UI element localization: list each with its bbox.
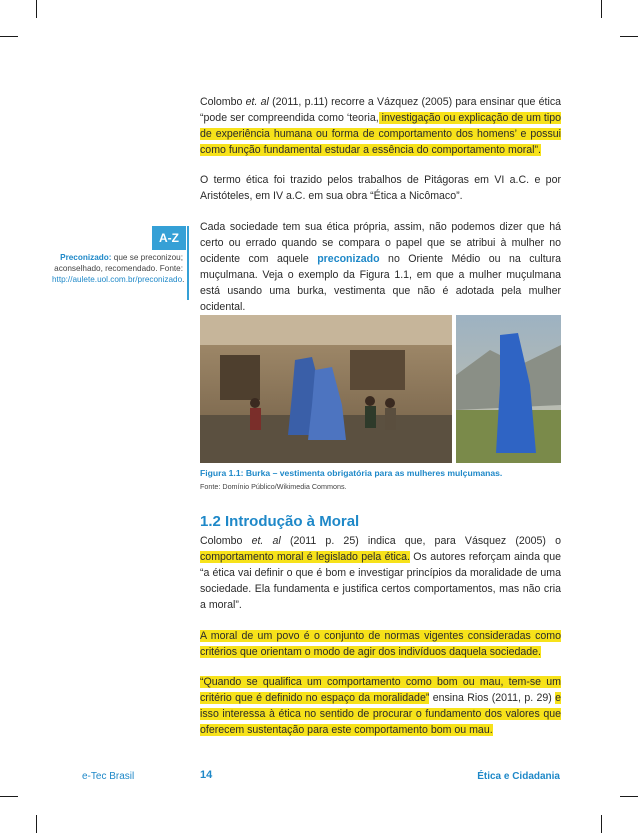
crop-mark xyxy=(36,0,37,18)
glossary-link[interactable]: http://aulete.uol.com.br/preconizado xyxy=(52,275,183,284)
paragraph-moral-intro: Colombo et. al (2011 p. 25) indica que, para Vásquez (2005) o comportamento moral é legislado pela ética. Os autores reforçam ainda que “a ética vai definir o que é bom e investigar princípios da moralidade de uma sociedade. Ela fundamenta e justifica certos comportamentos, mas não cria a moral”. xyxy=(200,535,562,611)
paragraph-society-ethics: Cada sociedade tem sua ética própria, assim, não podemos dizer que há certo ou errado quando se compara o papel que se atribui à mulher no ocidente com aquele preconizado no Oriente Médio ou na cultura muçulmana. Veja o exemplo da Figura 1.1, em que a mulher muçulmana está usando uma burka, vestimenta que não é adotada pela mulher ocidental. xyxy=(200,221,561,313)
figure-photo xyxy=(200,315,561,463)
glossary-divider xyxy=(187,226,189,300)
figure-source: Fonte: Domínio Público/Wikimedia Commons. xyxy=(200,482,347,491)
paragraph-ethics-definition: Colombo et. al (2011, p.11) recorre a Vázquez (2005) para ensinar que ética “pode ser compreendida como ‘teoria, investigação ou explicação de um tipo de experiência humana ou forma de comportamento dos homens’ e possui como função fundamental estudar a essência do comportamento moral”. xyxy=(200,96,562,156)
crop-mark xyxy=(0,796,18,797)
paragraph-moral-definition xyxy=(200,628,561,660)
highlight: “Quando se qualifica um comportamento como bom ou mau, tem-se um critério que é definido no espaço da moralidade” xyxy=(200,676,561,704)
highlight: A moral de um povo é o conjunto de normas vigentes consideradas como critérios que orientam o modo de agir dos indivíduos daquela sociedade. xyxy=(200,630,561,658)
crop-mark xyxy=(601,0,602,18)
highlight: investigação ou explicação de um tipo de experiência humana ou forma de comportamento dos homens’ e possui como função fundamental estudar a essência do comportamento moral”. xyxy=(200,112,561,156)
footer-series: e-Tec Brasil xyxy=(82,771,135,782)
crop-mark xyxy=(620,796,638,797)
glossary-badge: A-Z xyxy=(152,226,186,250)
glossary-note: Preconizado: que se preconizou; aconselhado, recomendado. Fonte: http://aulete.uol.com.br/preconizado. xyxy=(52,253,185,284)
highlight: e isso interessa à ética no sentido de procurar o fundamento dos valores que oferecem sustentação para este comportamento bom ou mau. xyxy=(200,692,562,736)
crop-mark xyxy=(601,815,602,833)
highlight: comportamento moral é legislado pela ética. xyxy=(200,551,410,563)
crop-mark xyxy=(0,36,18,37)
crop-mark xyxy=(36,815,37,833)
paragraph-ethics-origin: O termo ética foi trazido pelos trabalhos de Pitágoras em VI a.C. e por Aristóteles, em IV a.C. em sua obra “Ética a Nicômaco”. xyxy=(200,174,561,202)
glossary-term: preconizado xyxy=(317,253,380,265)
paragraph-moral-criteria: “Quando se qualifica um comportamento como bom ou mau, tem-se um critério que é definido no espaço da moralidade” ensina Rios (2011, p. 29) e isso interessa à ética no sentido de procurar o fundamento dos valores que oferecem sustentação para este comportamento bom ou mau. xyxy=(200,676,562,736)
crop-mark xyxy=(620,36,638,37)
section-title: 1.2 Introdução à Moral xyxy=(200,513,360,530)
footer-title: Ética e Cidadania xyxy=(477,771,560,782)
page-number: 14 xyxy=(200,769,213,781)
figure-caption: Figura 1.1: Burka – vestimenta obrigatória para as mulheres mulçumanas. xyxy=(200,468,503,478)
